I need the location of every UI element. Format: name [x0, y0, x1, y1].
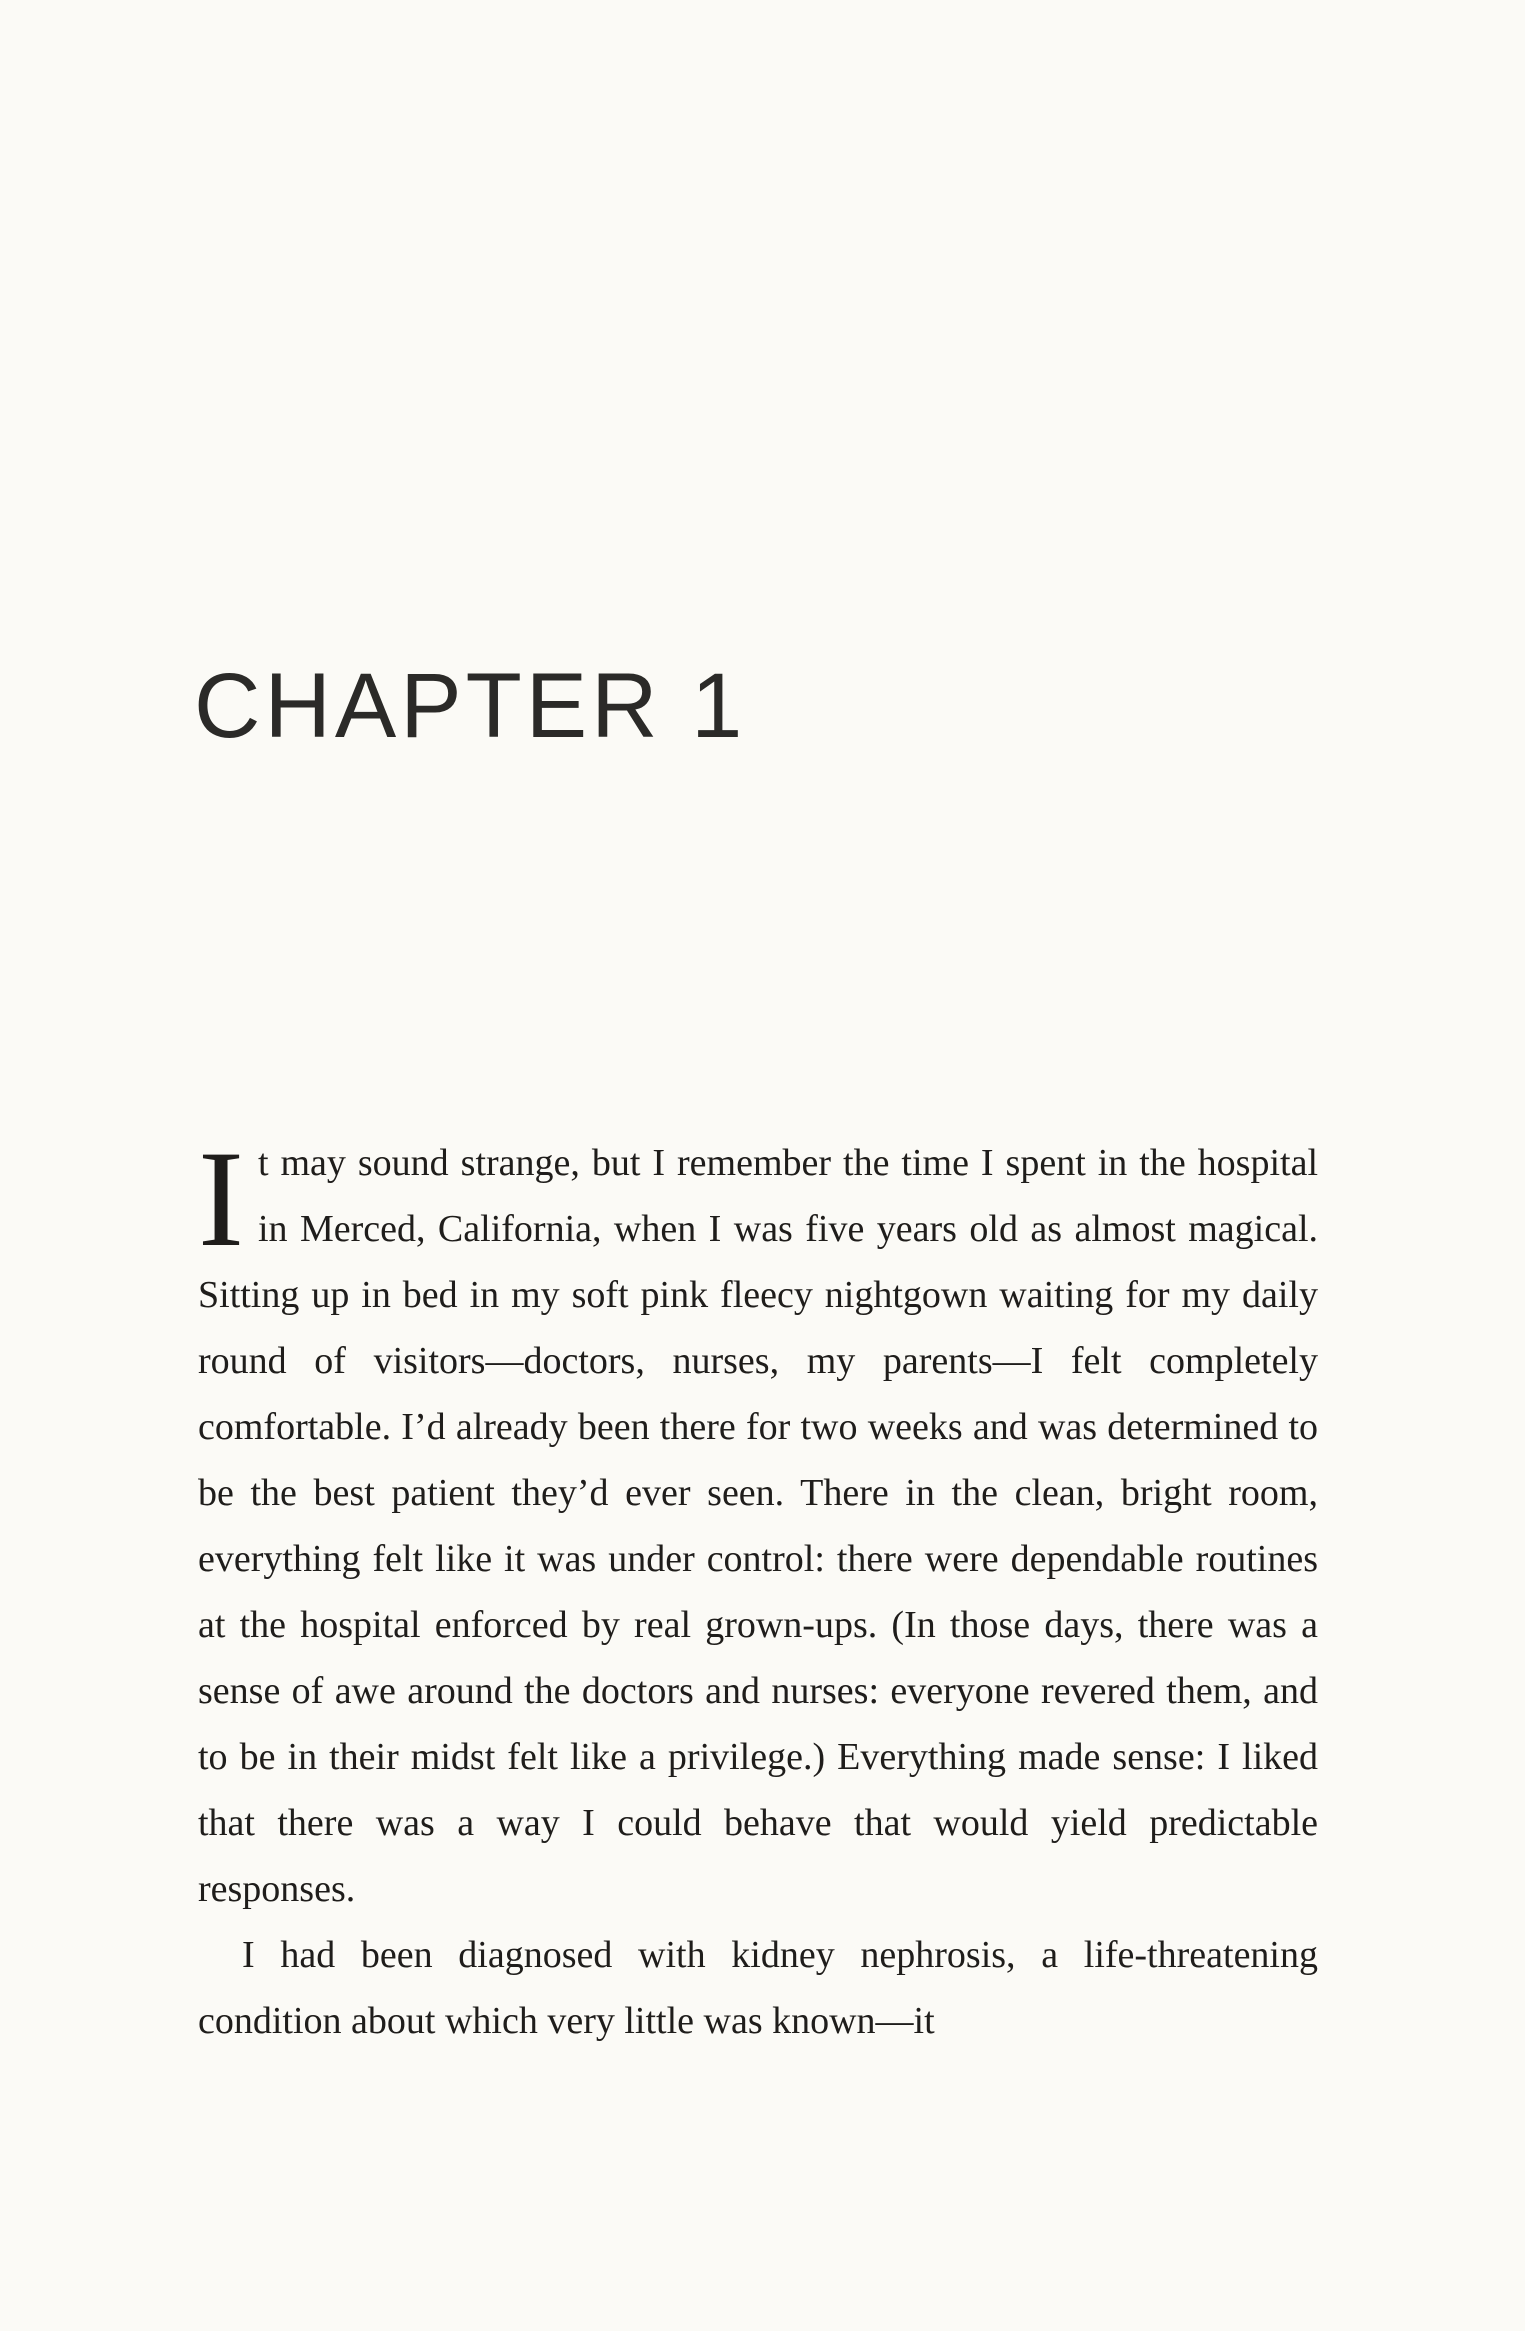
- drop-cap: I: [198, 1122, 244, 1275]
- paragraph-2: I had been diagnosed with kidney nephrosis, a life-threatening condition about which very little was known—it: [198, 1934, 1318, 2042]
- chapter-body: [198, 1122, 1318, 2054]
- paragraph-1-text: t may sound strange, but I remember the time I spent in the hospital in Merced, California, when I was five years old as almost magical. Sitting up in bed in my soft pink fleecy nightgown waiting for my daily round of visitors—doctors, nurses, my parents—I felt completely comfortable. I’d already been there for two weeks and was determined to be the best patient they’d ever seen. There in the clean, bright room, everything felt like it was under control: there were dependable routines at the hospital enforced by real grown-ups. (In those days, there was a sense of awe around the doctors and nurses: everyone revered them, and to be in their midst felt like a privilege.) Everything made sense: I liked that there was a way I could behave that would yield predictable responses.: [198, 1142, 1318, 1910]
- chapter-title: CHAPTER 1: [194, 655, 747, 757]
- paragraph-1: [198, 1122, 1318, 1922]
